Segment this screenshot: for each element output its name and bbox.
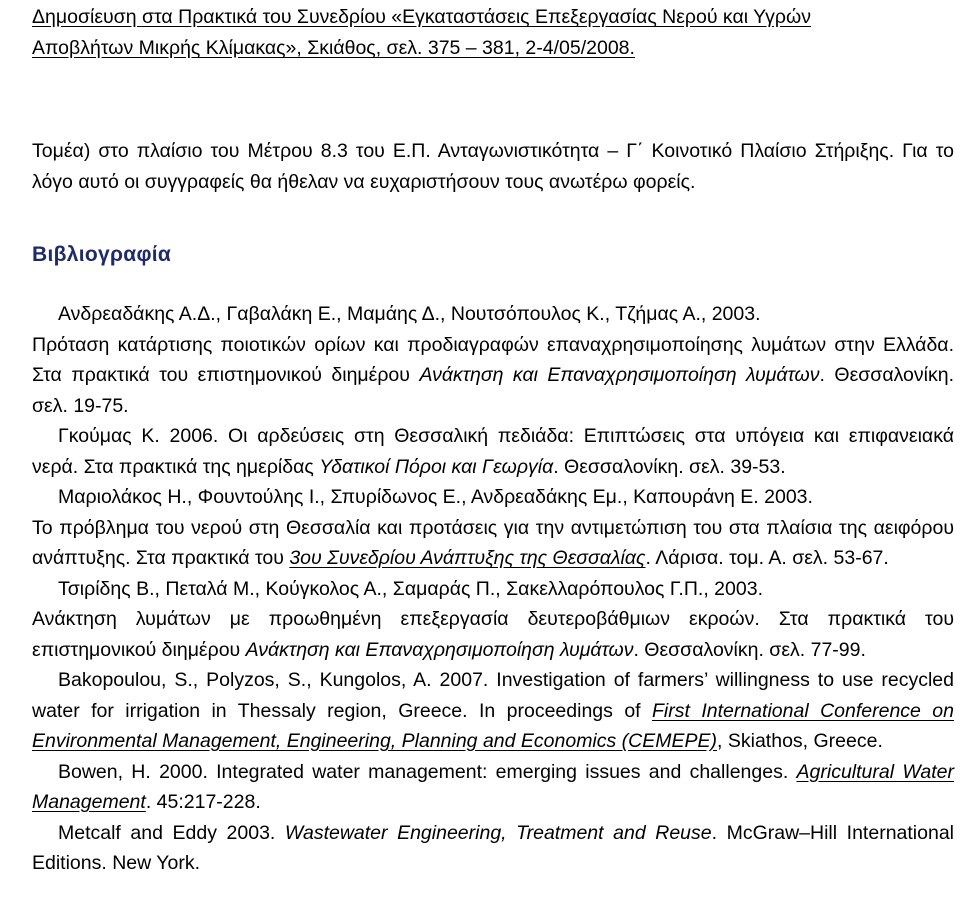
reference-item (32, 482, 954, 574)
reference-source: Υδατικοί Πόροι και Γεωργία (319, 455, 554, 478)
reference-source: Wastewater Engineering, Treatment and Reuse (284, 821, 712, 844)
reference-details: . Λάρισα. τομ. Α. σελ. 53-67. (645, 547, 889, 569)
reference-title: Πρόταση κατάρτισης ποιοτικών ορίων και προδιαγραφών επαναχρησιμοποίησης λυμάτων στην Ελλάδα. Στα πρακτικά του επιστημονικού διημέρου (32, 333, 954, 386)
reference-title: Ανάκτηση λυμάτων με προωθημένη επεξεργασία δευτεροβάθμιων εκροών. Στα πρακτικά του επιστημονικού διημέρου (32, 608, 954, 661)
header-line-1: Δημοσίευση στα Πρακτικά του Συνεδρίου «Εγκαταστάσεις Επεξεργασίας Νερού και Υγρών (32, 6, 812, 28)
reference-title (275, 822, 285, 844)
reference-item (32, 818, 954, 879)
publication-header (32, 2, 932, 64)
reference-authors: Metcalf and Eddy 2003. (58, 821, 276, 844)
reference-source: Ανάκτηση και Επαναχρησιμοποίηση λυμάτων (245, 638, 634, 661)
reference-title: Integrated water management: emerging issues and challenges. (207, 760, 797, 783)
reference-source: Ανάκτηση και Επαναχρησιμοποίηση λυμάτων (419, 364, 820, 386)
reference-item (32, 757, 954, 818)
reference-title: Investigation of farmers’ willingness to use recycled water for irrigation in Thessaly region, Greece. In proceedings of (32, 669, 954, 722)
reference-authors: Ανδρεαδάκης Α.Δ., Γαβαλάκη Ε., Μαμάης Δ., Νουτσόπουλος Κ., Τζήμας Α., 2003. (58, 303, 761, 325)
reference-authors: Γκούμας Κ. 2006. (58, 425, 219, 447)
reference-authors: Bakopoulou, S., Polyzos, S., Kungolos, A. 2007. (58, 669, 489, 691)
acknowledgement-paragraph: Τομέα) στο πλαίσιο του Μέτρου 8.3 του Ε.Π. Ανταγωνιστικότητα – Γ΄ Κοινοτικό Πλαίσιο Στήριξης. Για το λόγο αυτό οι συγγραφείς θα ήθελαν να ευχαριστήσουν τους ανωτέρω φορείς. (32, 140, 954, 193)
reference-details: . Θεσσαλονίκη. σελ. 19-75. (32, 364, 954, 417)
reference-details: . Θεσσαλονίκη. σελ. 77-99. (633, 638, 866, 661)
reference-authors: Bowen, H. 2000. (58, 760, 208, 783)
reference-details: . McGraw–Hill International Editions. New York. (32, 821, 954, 874)
header-line-2: Αποβλήτων Μικρής Κλίμακας», Σκιάθος, σελ. 375 – 381, 2-4/05/2008. (32, 37, 635, 59)
reference-title: Οι αρδεύσεις στη Θεσσαλική πεδιάδα: Επιπτώσεις στα υπόγεια και επιφανειακά νερά. Στα πρακτικά της ημερίδας (32, 425, 954, 478)
reference-item (32, 299, 954, 421)
reference-item (32, 421, 954, 482)
reference-details: . 45:217-228. (145, 791, 261, 813)
reference-details: . Θεσσαλονίκη. σελ. 39-53. (553, 455, 786, 478)
reference-item (32, 665, 954, 757)
bibliography-heading: Βιβλιογραφία (32, 243, 172, 266)
reference-authors: Μαριολάκος Η., Φουντούλης Ι., Σπυρίδωνος Ε., Ανδρεαδάκης Εμ., Καπουράνη Ε. 2003. (58, 486, 813, 508)
reference-source: 3ου Συνεδρίου Ανάπτυξης της Θεσσαλίας (289, 547, 646, 569)
reference-source: Agricultural Water Management (32, 760, 954, 813)
reference-details: , Skiathos, Greece. (717, 730, 883, 752)
reference-list (32, 299, 954, 879)
reference-item (32, 574, 954, 666)
reference-title: Το πρόβλημα του νερού στη Θεσσαλία και προτάσεις για την αντιμετώπιση του στα πλαίσια της αειφόρου ανάπτυξης. Στα πρακτικά του (32, 516, 954, 569)
reference-authors: Τσιρίδης Β., Πεταλά Μ., Κούγκολος Α., Σαμαράς Π., Σακελλαρόπουλος Γ.Π., 2003. (58, 577, 763, 600)
reference-source: First International Conference on Environmental Management, Engineering, Planning and Economics (CEMEPE) (32, 699, 954, 752)
